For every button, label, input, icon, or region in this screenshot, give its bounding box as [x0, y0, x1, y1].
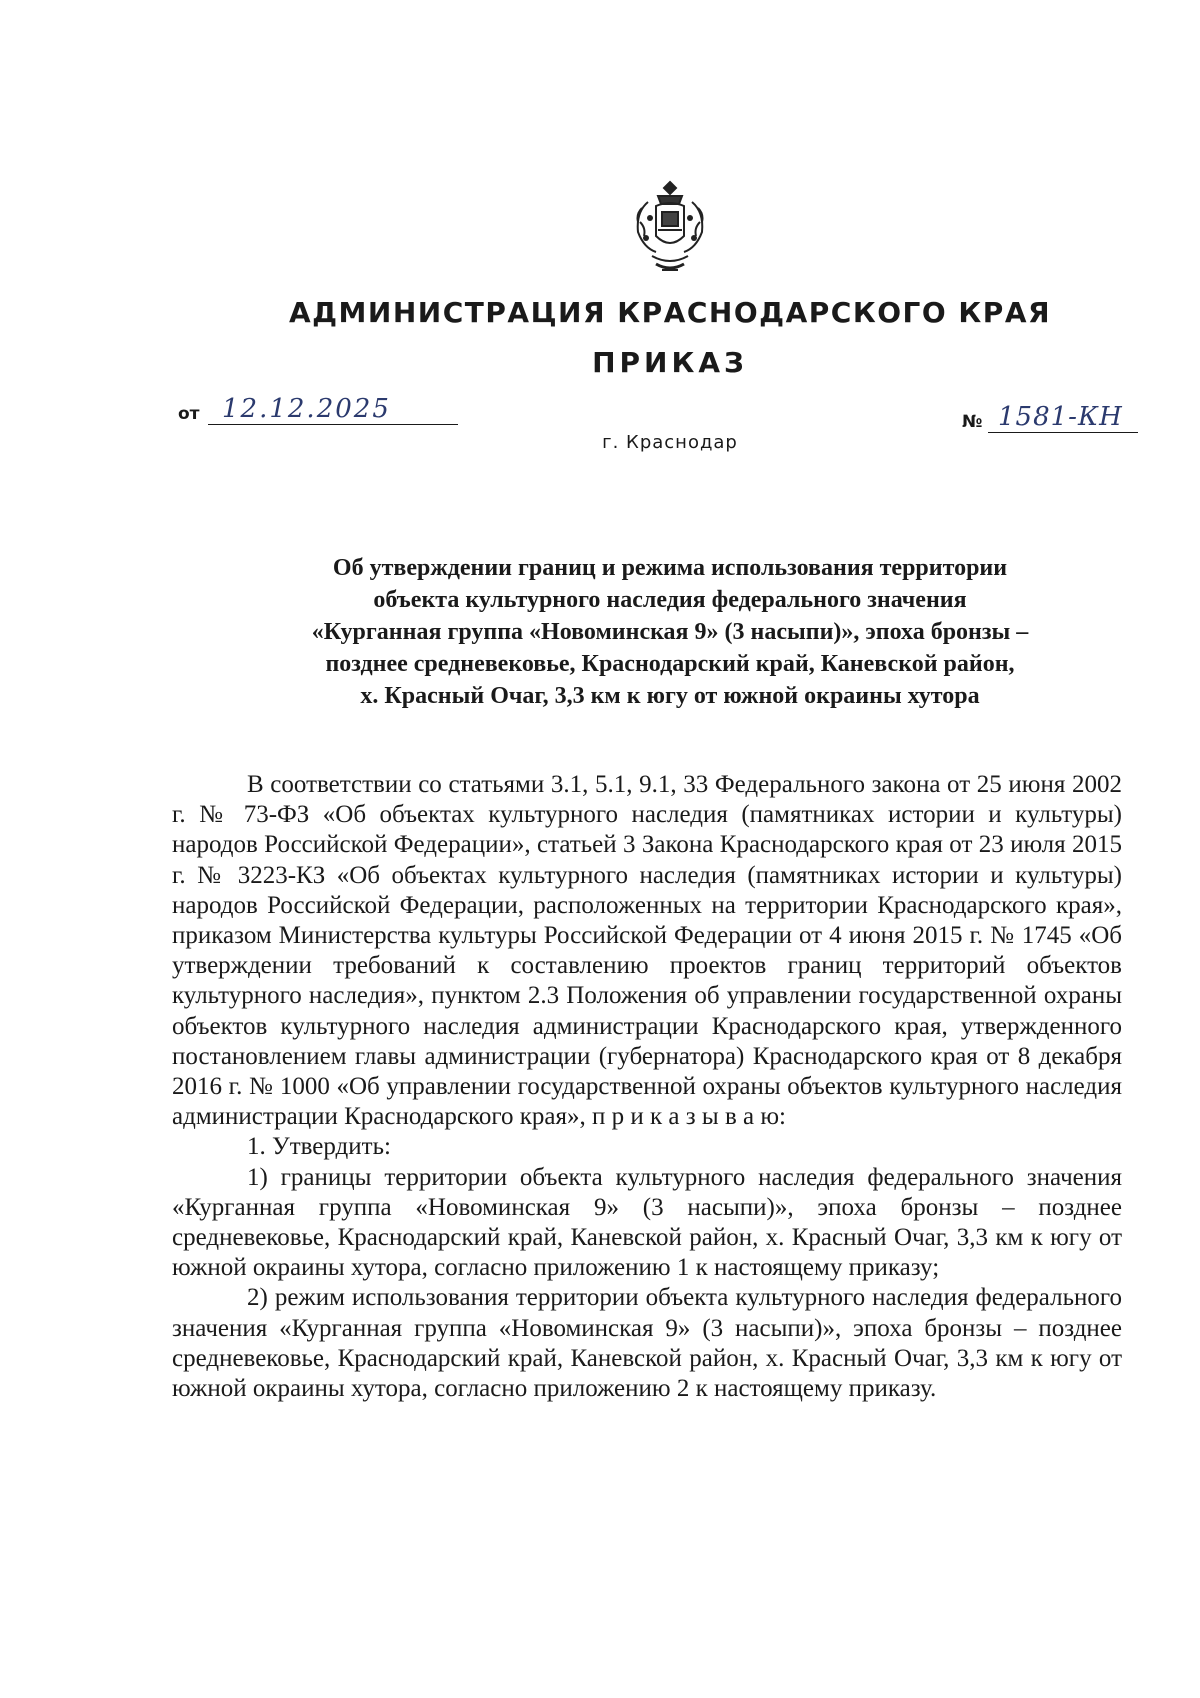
- order-body: [172, 770, 1122, 1404]
- organization-title: АДМИНИСТРАЦИЯ КРАСНОДАРСКОГО КРАЯ: [288, 296, 1052, 329]
- subject-line: х. Красный Очаг, 3,3 км к югу от южной окраины хутора: [360, 683, 980, 709]
- subject-line: объекта культурного наследия федерального значения: [373, 587, 967, 613]
- document-type: ПРИКАЗ: [592, 346, 748, 379]
- handwritten-date: 12.12.2025: [222, 394, 391, 424]
- subject-line: позднее средневековье, Краснодарский край, Каневской район,: [325, 651, 1015, 677]
- coat-of-arms-icon: [628, 178, 712, 278]
- date-underline: [208, 424, 458, 425]
- date-label: от: [178, 404, 200, 424]
- subject-line: Об утверждении границ и режима использования территории: [332, 555, 1008, 581]
- subject-line: «Курганная группа «Новоминская 9» (3 насыпи)», эпоха бронзы –: [311, 619, 1029, 645]
- city-label: г. Краснодар: [602, 432, 738, 453]
- item-1-1: 1) границы территории объекта культурного наследия федерального значения «Курганная группа «Новоминская 9» (3 насыпи)», эпоха бронзы – позднее средневековье, Краснодарский край, Каневской район, х. Красный Очаг, 3,3 км к югу от южной окраины хутора, согласно приложению 1 к настоящему приказу;: [172, 1163, 1122, 1282]
- preamble-paragraph: В соответствии со статьями 3.1, 5.1, 9.1, 33 Федерального закона от 25 июня 2002 г. № 73-ФЗ «Об объектах культурного наследия (памятниках истории и культуры) народов Российской Федерации», статьей 3 Закона Краснодарского края от 23 июля 2015 г. № 3223-КЗ «Об объектах культурного наследия (памятниках истории и культуры) народов Российской Федерации, расположенных на территории Краснодарского края», приказом Министерства культуры Российской Федерации от 4 июня 2015 г. № 1745 «Об утверждении требований к составлению проектов границ территорий объектов культурного наследия», пунктом 2.3 Положения об управлении государственной охраны объектов культурного наследия администрации Краснодарского края, утвержденного постановлением главы администрации (губернатора) Краснодарского края от 8 декабря 2016 г. № 1000 «Об управлении государственной охраны объектов культурного наследия администрации Краснодарского края», п р и к а з ы в а ю:: [172, 771, 1122, 1131]
- number-underline: [988, 432, 1138, 433]
- number-label: №: [962, 412, 983, 432]
- item-1: 1. Утвердить:: [247, 1133, 391, 1161]
- item-1-2: 2) режим использования территории объекта культурного наследия федерального значения «Курганная группа «Новоминская 9» (3 насыпи)», эпоха бронзы – позднее средневековье, Краснодарский край, Каневской район, х. Красный Очаг, 3,3 км к югу от южной окраины хутора, согласно приложению 2 к настоящему приказу.: [172, 1284, 1122, 1403]
- order-subject: [200, 552, 1140, 712]
- handwritten-number: 1581-КН: [998, 402, 1123, 432]
